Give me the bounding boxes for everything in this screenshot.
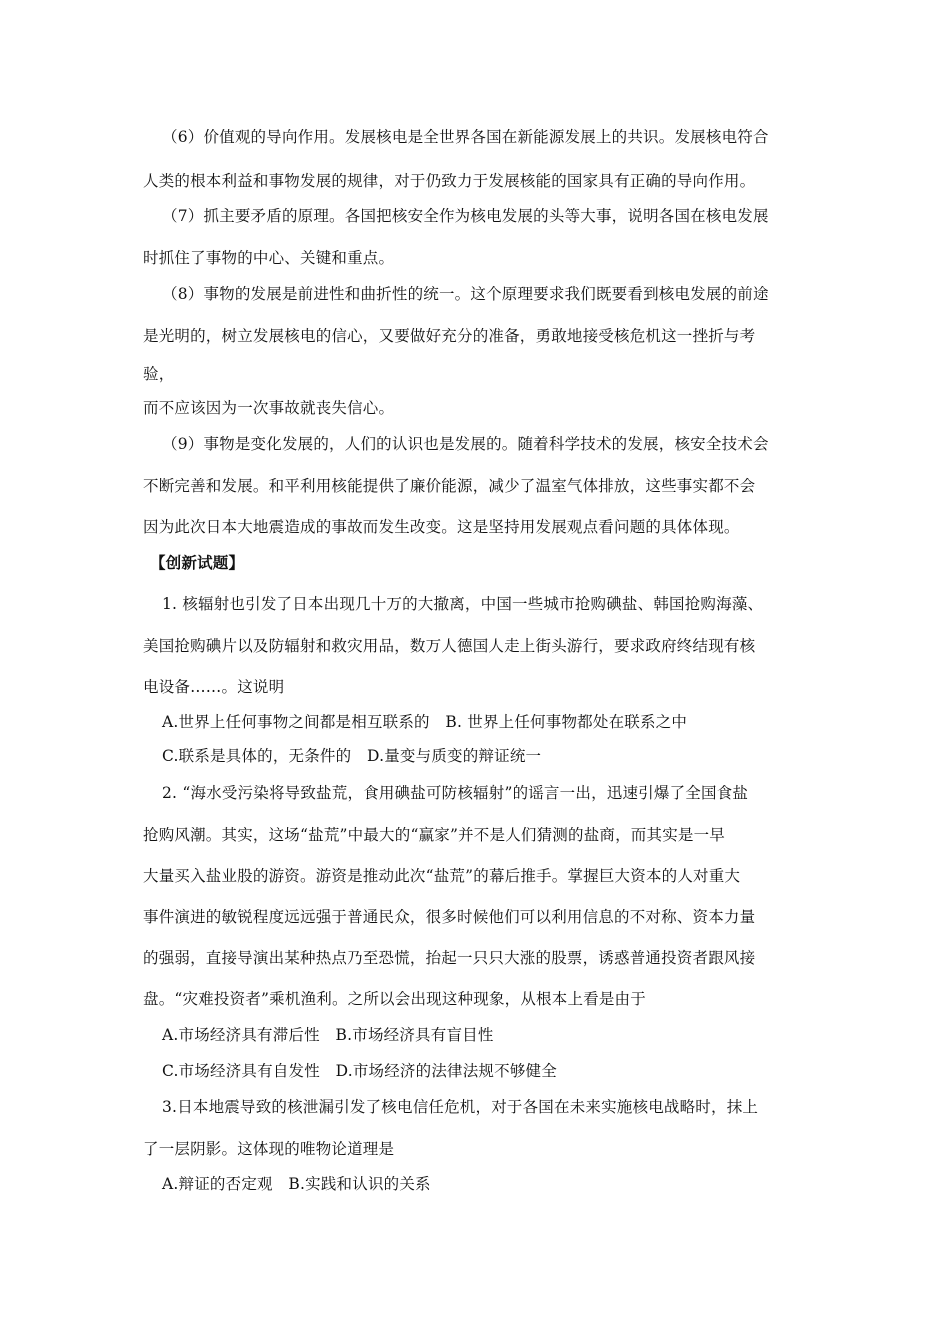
text-line: （8）事物的发展是前进性和曲折性的统一。这个原理要求我们既要看到核电发展的前途 (162, 285, 769, 303)
question-line: 大量买入盐业股的游资。游资是推动此次“盐荒”的幕后推手。掌握巨大资本的人对重大 (143, 867, 741, 885)
text-line: 因为此次日本大地震造成的事故而发生改变。这是坚持用发展观点看问题的具体体现。 (143, 518, 740, 536)
text-line: 是光明的，树立发展核电的信心，又要做好充分的准备，勇敢地接受核危机这一挫折与考 (143, 327, 756, 345)
text-line: （9）事物是变化发展的，人们的认识也是发展的。随着科学技术的发展，核安全技术会 (162, 435, 769, 453)
answer-options: C.市场经济具有自发性 D.市场经济的法律法规不够健全 (162, 1062, 557, 1080)
section-heading: 【创新试题】 (150, 554, 245, 572)
answer-options: A.辩证的否定观 B.实践和认识的关系 (162, 1175, 431, 1193)
text-line: 不断完善和发展。和平利用核能提供了廉价能源，减少了温室气体排放，这些事实都不会 (143, 477, 756, 495)
answer-options: A.市场经济具有滞后性 B.市场经济具有盲目性 (162, 1026, 494, 1044)
answer-options: A.世界上任何事物之间都是相互联系的 B. 世界上任何事物都处在联系之中 (162, 713, 688, 731)
question-line: 抢购风潮。其实，这场“盐荒”中最大的“赢家”并不是人们猜测的盐商，而其实是一早 (143, 826, 725, 844)
question-line: 了一层阴影。这体现的唯物论道理是 (143, 1140, 395, 1158)
question-line: 电设备……。这说明 (143, 678, 285, 696)
text-line: （6）价值观的导向作用。发展核电是全世界各国在新能源发展上的共识。发展核电符合 (162, 128, 769, 146)
text-line: 而不应该因为一次事故就丧失信心。 (143, 399, 395, 417)
question-line: 的强弱，直接导演出某种热点乃至恐慌，抬起一只只大涨的股票，诱惑普通投资者跟风接 (143, 949, 756, 967)
question-line: 1. 核辐射也引发了日本出现几十万的大撤离，中国一些城市抢购碘盐、韩国抢购海藻、 (162, 595, 764, 613)
answer-options: C.联系是具体的，无条件的 D.量变与质变的辩证统一 (162, 747, 542, 765)
question-line: 盘。“灾难投资者”乘机渔利。之所以会出现这种现象，从根本上看是由于 (143, 990, 646, 1008)
question-line: 美国抢购碘片以及防辐射和救灾用品，数万人德国人走上街头游行，要求政府终结现有核 (143, 637, 756, 655)
text-line: 人类的根本利益和事物发展的规律，对于仍致力于发展核能的国家具有正确的导向作用。 (143, 172, 756, 190)
text-line: （7）抓主要矛盾的原理。各国把核安全作为核电发展的头等大事，说明各国在核电发展 (162, 207, 769, 225)
text-line: 时抓住了事物的中心、关键和重点。 (143, 249, 395, 267)
question-line: 2. “海水受污染将导致盐荒，食用碘盐可防核辐射”的谣言一出，迅速引爆了全国食盐 (162, 784, 749, 802)
text-line: 验， (143, 365, 175, 383)
question-line: 事件演进的敏锐程度远远强于普通民众，很多时候他们可以利用信息的不对称、资本力量 (143, 908, 756, 926)
question-line: 3.日本地震导致的核泄漏引发了核电信任危机，对于各国在未来实施核电战略时，抹上 (162, 1098, 759, 1116)
